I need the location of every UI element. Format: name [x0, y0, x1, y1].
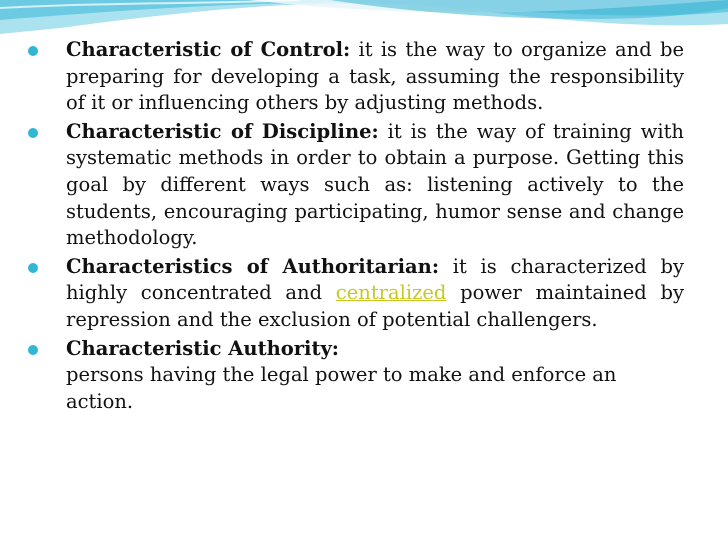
- list-item-authority: [28, 336, 684, 416]
- item-term: Characteristic of Discipline:: [66, 119, 379, 143]
- bullet-icon: [28, 46, 38, 56]
- bullet-icon: [28, 263, 38, 273]
- item-term: Characteristic Authority:: [66, 336, 339, 360]
- item-term: Characteristics of Authoritarian:: [66, 254, 440, 278]
- bullet-icon: [28, 128, 38, 138]
- item-text-before: it is characterized by highly concentrated and: [66, 254, 684, 305]
- item-text: it is the way to organize and be preparing for developing a task, assuming the responsibility of it or influencing others by adjusting methods.: [66, 38, 685, 115]
- list-item-discipline: [28, 119, 684, 252]
- bullet-icon: [28, 345, 38, 355]
- item-text-after: power maintained by repression and the exclusion of potential challengers.: [66, 281, 684, 331]
- centralized-link[interactable]: centralized: [335, 281, 447, 305]
- item-term: Characteristic of Control:: [66, 38, 351, 61]
- item-text: persons having the legal power to make and enforce an action.: [66, 363, 617, 413]
- slide-content: [28, 37, 684, 417]
- item-text: it is the way of training with systematic methods in order to obtain a purpose. Getting this goal by different ways such as: listening actively to the students, encouraging participating, humor sense and change methodology.: [66, 119, 684, 250]
- list-item-control: [28, 37, 684, 117]
- list-item-authoritarian: [28, 254, 684, 334]
